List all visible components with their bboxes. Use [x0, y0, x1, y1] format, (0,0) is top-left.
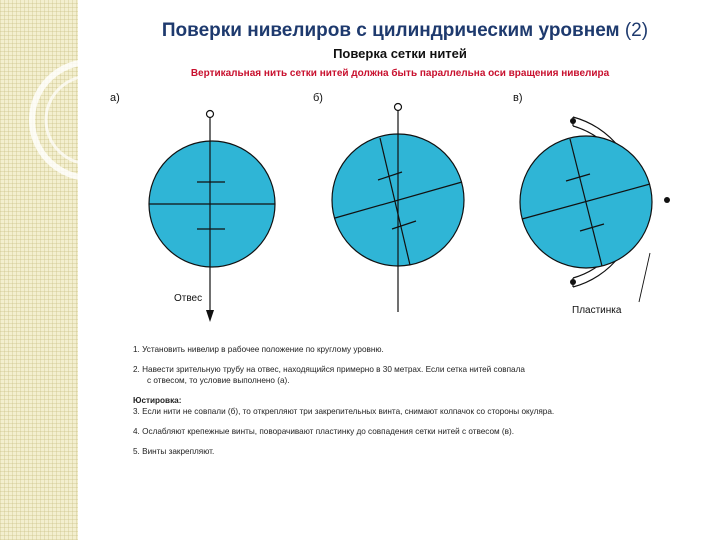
- figure-b-label: б): [313, 92, 323, 104]
- figure-a: [149, 111, 275, 323]
- step-1: 1. Установить нивелир в рабочее положение по круглому уровню.: [133, 345, 384, 354]
- decorative-rings: [0, 0, 78, 540]
- figure-c-label: в): [513, 92, 523, 104]
- level-reticle-diagram: [100, 90, 680, 330]
- plate-screw-bottom: [570, 279, 576, 285]
- plumb-arrow-a: [206, 310, 214, 322]
- plate-screw-top: [570, 118, 576, 124]
- figure-a-label: а): [110, 92, 120, 104]
- page-subtitle: Поверка сетки нитей: [333, 46, 467, 61]
- plate-label: Пластинка: [572, 305, 622, 316]
- instructions: [133, 344, 673, 466]
- step-4: 4. Ослабляют крепежные винты, поворачивают пластинку до совпадения сетки нитей с отвесом (в).: [133, 427, 514, 436]
- step-5: 5. Винты закрепляют.: [133, 447, 215, 456]
- figure-c: [520, 117, 670, 316]
- title-number: (2): [624, 20, 649, 41]
- plumb-label: Отвес: [174, 293, 203, 304]
- title-main: Поверки нивелиров с цилиндрическим уровнем: [161, 20, 620, 41]
- plate-screw-middle: [664, 197, 670, 203]
- figure-b: [332, 104, 464, 313]
- decorative-side-strip: [0, 0, 78, 540]
- page-title: [100, 20, 710, 42]
- step-3: 3. Если нити не совпали (б), то открепляют три закрепительных винта, снимают колпачок со стороны окуляра.: [133, 407, 555, 416]
- adjustment-heading: Юстировка:: [133, 396, 182, 405]
- plumb-hook-b: [395, 104, 402, 111]
- step-2: [133, 364, 673, 386]
- step-2-line-1: 2. Навести зрительную трубу на отвес, находящийся примерно в 30 метрах. Если сетка нитей совпала: [133, 365, 525, 374]
- requirement-text: Вертикальная нить сетки нитей должна быть параллельна оси вращения нивелира: [190, 68, 610, 79]
- step-2-line-2: с отвесом, то условие выполнено (а).: [147, 376, 290, 385]
- plumb-hook-a: [207, 111, 214, 118]
- plate-leader-line: [639, 253, 650, 302]
